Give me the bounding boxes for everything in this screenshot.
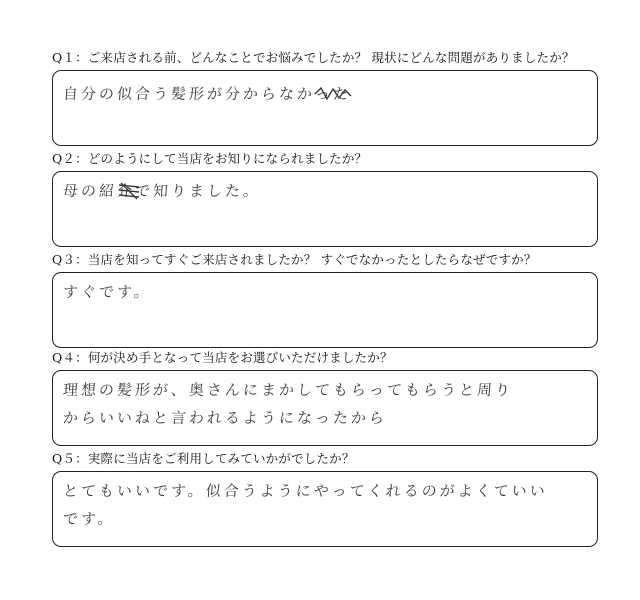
answer-4-line-2: からいいねと言われるようになったから	[62, 409, 388, 427]
question-1-label: Q１：ご来店される前、どんなことでお悩みでしたか？ 現状にどんな問題がありましたか？	[52, 50, 575, 65]
question-4-label: Q４：何が決め手となって当店をお選びいただけましたか？	[52, 350, 393, 365]
answer-box-3	[52, 272, 598, 348]
answer-5-line-1: とてもいいです。似合うようにやってくれるのがよくていい	[62, 482, 549, 500]
answer-box-4	[52, 370, 598, 446]
answer-box-5	[52, 471, 598, 547]
answer-4-line-1: 理想の髪形が、奥さんにまかしてもらってもらうと周り	[62, 381, 514, 399]
answer-3-line-1: すぐです。	[62, 283, 153, 301]
answer-box-1	[52, 70, 598, 146]
answer-1-line-1: 自分の似合う髪形が分からなかった	[62, 85, 352, 103]
question-5-label: Q５：実際に当店をご利用してみていかがでしたか？	[52, 451, 355, 466]
question-2-label: Q２：どのようにして当店をお知りになられましたか？	[52, 151, 368, 166]
answer-5-line-2: です。	[62, 510, 117, 528]
answer-2-line-1: 母の紹介で知りました。	[62, 182, 262, 200]
answer-box-2	[52, 171, 598, 247]
question-3-label: Q３：当店を知ってすぐご来店されましたか？ すぐでなかったとしたらなぜですか？	[52, 252, 537, 267]
